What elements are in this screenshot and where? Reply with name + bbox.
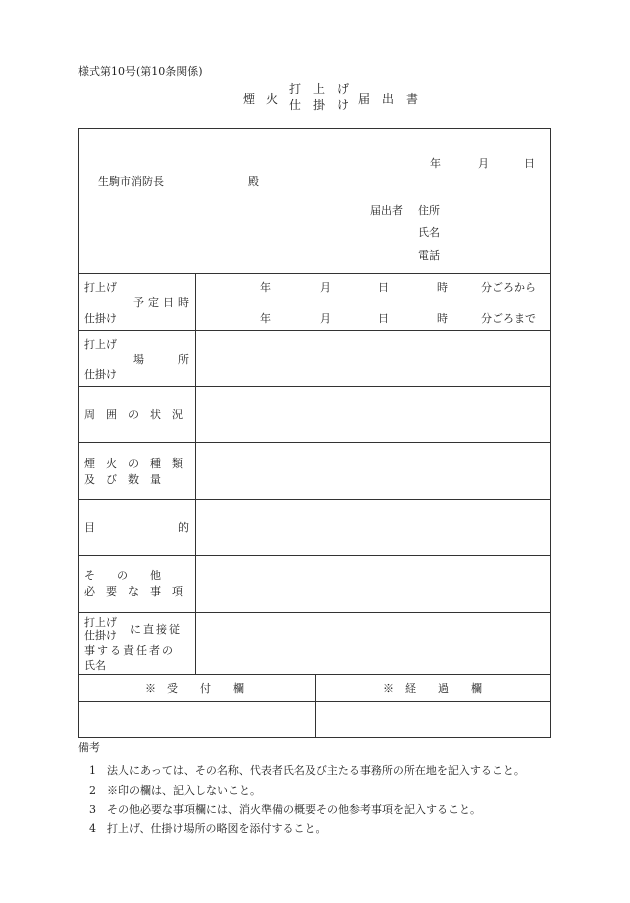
schedule-start-month: 月 [320, 281, 331, 294]
place-label-bottom: 仕掛け [84, 368, 117, 381]
responsible-stack-bottom: 仕掛け [84, 629, 117, 642]
divider-h3 [78, 386, 551, 387]
title-char-1: 煙 [243, 92, 256, 106]
place-label-mid: 場 所 [133, 353, 193, 366]
divider-v-label [195, 273, 196, 674]
name-label: 氏名 [418, 226, 440, 239]
schedule-start-year: 年 [260, 281, 271, 294]
progress-label: ※ 経 過 欄 [383, 682, 482, 695]
note-item-1: 1 法人にあっては、その名称、代表者氏名及び主たる事務所の所在地を記入すること。 [89, 764, 525, 777]
divider-h4 [78, 442, 551, 443]
applicant-label: 届出者 [370, 204, 403, 217]
responsible-line1-suffix: に直接従 [130, 623, 182, 636]
surroundings-label: 周 囲 の 状 況 [84, 408, 183, 421]
place-label-top: 打上げ [84, 338, 117, 351]
schedule-end-day: 日 [378, 312, 389, 325]
divider-h6 [78, 555, 551, 556]
note-item-4: 4 打上げ、仕掛け場所の略図を添付すること。 [89, 822, 327, 835]
responsible-line2: 事する責任者の [84, 644, 175, 657]
responsible-line3: 氏名 [84, 659, 106, 672]
date-month-label: 月 [478, 157, 489, 170]
schedule-label-mid: 予定日時 [133, 296, 193, 309]
schedule-start-hour: 時 [437, 281, 448, 294]
title-stack-top: 打 上 げ [289, 82, 350, 96]
divider-v-bottom [315, 674, 316, 738]
notes-title: 備考 [78, 741, 100, 754]
schedule-start-suffix: 分ごろから [481, 281, 536, 294]
phone-label: 電話 [418, 249, 440, 262]
purpose-label-left: 目 [84, 521, 95, 534]
responsible-stack-top: 打上げ [84, 616, 117, 629]
title-stack-bottom: 仕 掛 け [289, 98, 350, 112]
form-number: 様式第10号(第10条関係) [78, 65, 203, 78]
addressee: 生駒市消防長 [98, 175, 164, 188]
note-item-2: 2 ※印の欄は、記入しないこと。 [89, 784, 261, 797]
schedule-label-bottom: 仕掛け [84, 312, 117, 325]
fireworks-label-line1: 煙 火 の 種 類 [84, 457, 183, 470]
date-year-label: 年 [430, 157, 441, 170]
schedule-end-month: 月 [320, 312, 331, 325]
schedule-end-suffix: 分ごろまで [481, 312, 536, 325]
note-item-3: 3 その他必要な事項欄には、消火準備の概要その他参考事項を記入すること。 [89, 803, 481, 816]
date-day-label: 日 [524, 157, 535, 170]
other-label-line2: 必 要 な 事 項 [84, 585, 183, 598]
title-char-2: 火 [266, 92, 279, 106]
schedule-start-day: 日 [378, 281, 389, 294]
schedule-label-top: 打上げ [84, 281, 117, 294]
schedule-end-hour: 時 [437, 312, 448, 325]
schedule-end-year: 年 [260, 312, 271, 325]
divider-h2 [78, 330, 551, 331]
divider-h1 [78, 273, 551, 274]
purpose-label-right: 的 [178, 521, 189, 534]
reception-label: ※ 受 付 欄 [145, 682, 244, 695]
title-suffix: 届 出 書 [358, 92, 419, 106]
divider-h5 [78, 499, 551, 500]
honorific: 殿 [248, 175, 259, 188]
address-label: 住所 [418, 204, 440, 217]
divider-h7 [78, 612, 551, 613]
fireworks-label-line2: 及 び 数 量 [84, 473, 161, 486]
other-label-line1: そ の 他 [84, 569, 161, 582]
